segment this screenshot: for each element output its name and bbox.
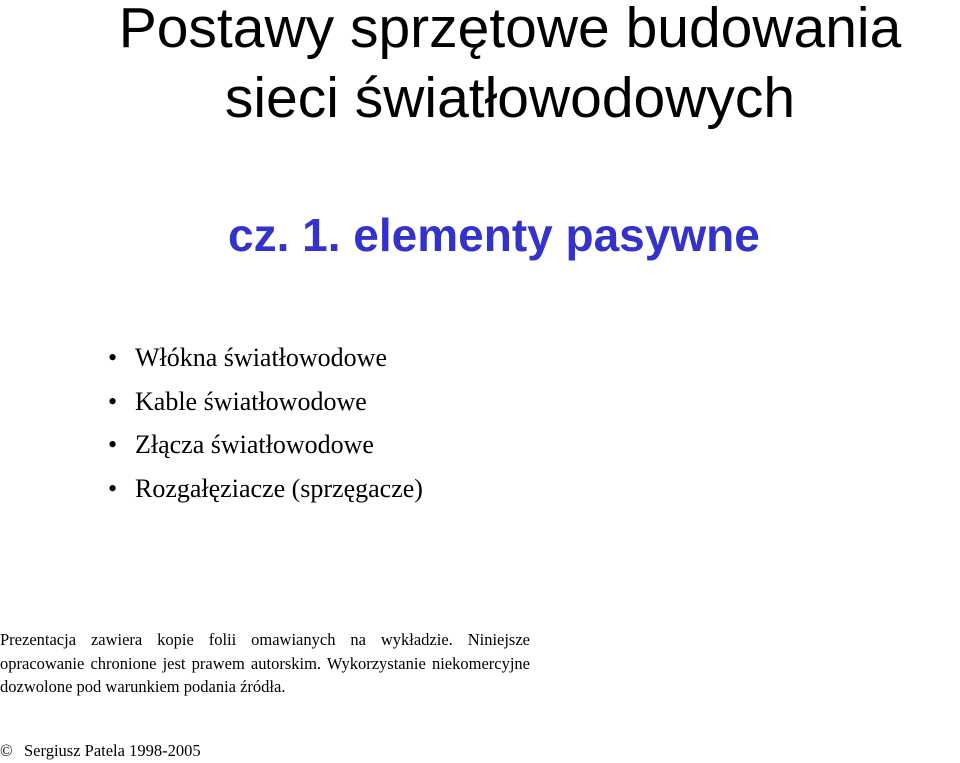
list-item-label: Rozgałęziacze (sprzęgacze): [135, 473, 423, 503]
copyright-line: [0, 741, 201, 761]
copyright-icon: ©: [0, 741, 13, 760]
bullet-icon: •: [108, 386, 118, 416]
list-item: [108, 336, 423, 380]
bullet-icon: •: [108, 343, 118, 372]
slide-title-line-1: Postawy sprzętowe budowania: [118, 0, 902, 60]
bullet-icon: •: [108, 473, 118, 503]
copyright-author: Sergiusz Patela 1998-2005: [24, 741, 201, 760]
slide-subtitle: cz. 1. elementy pasywne: [228, 209, 760, 261]
list-item-label: Włókna światłowodowe: [135, 343, 388, 372]
list-item-label: Złącza światłowodowe: [135, 430, 374, 459]
list-item: [108, 380, 423, 424]
copyright-notice: Prezentacja zawiera kopie folii omawianych na wykładzie. Niniejsze opracowanie chronione jest prawem autorskim. Wykorzystanie niekomercyjne dozwolone pod warunkiem podania źródła.: [0, 630, 530, 696]
topic-list: [108, 336, 423, 510]
list-item-label: Kable światłowodowe: [135, 386, 367, 416]
slide-title-line-2: sieci światłowodowych: [224, 66, 796, 130]
list-item: [108, 467, 423, 511]
bullet-icon: •: [108, 430, 118, 459]
list-item: [108, 423, 423, 467]
